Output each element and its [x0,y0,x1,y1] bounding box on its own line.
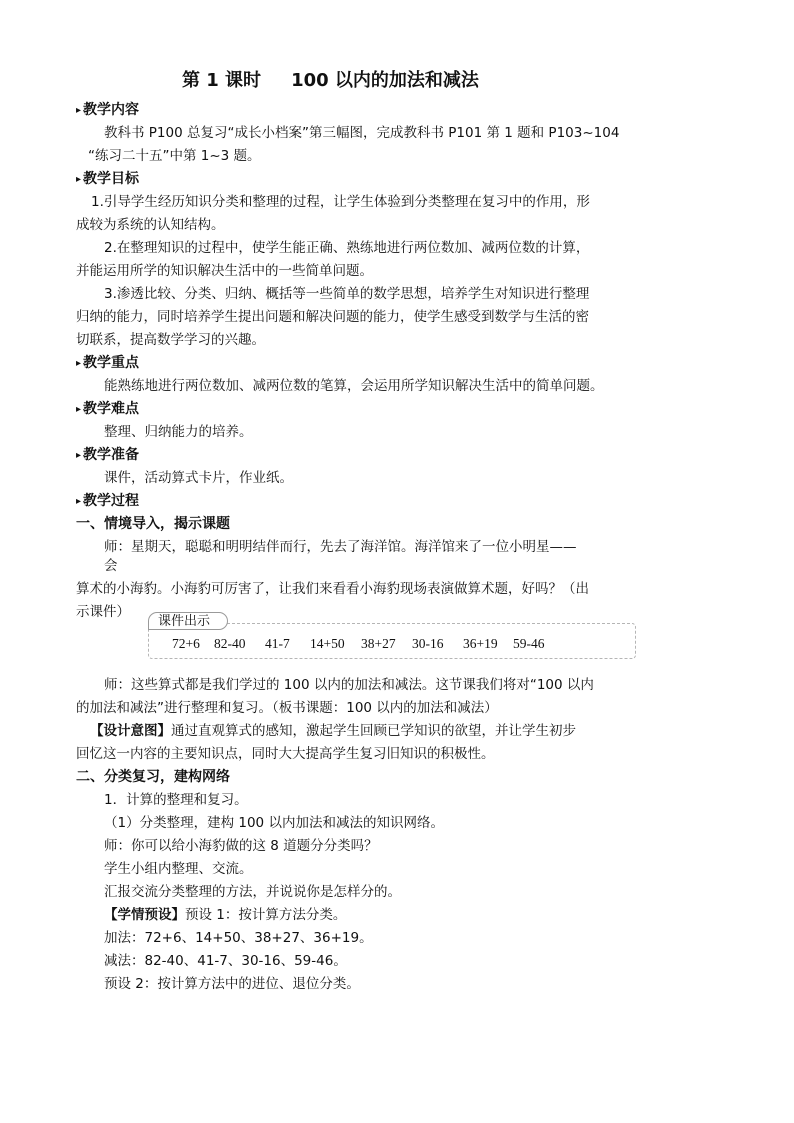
expression-card: 41-7 [265,636,290,651]
expression-card: 30-16 [412,636,444,651]
section-bullet-icon: ▸ [76,404,82,415]
section-bullet-icon: ▸ [76,450,82,461]
addition-group: 加法：72+6、14+50、38+27、36+19。 [104,930,373,946]
goal-line: 2.在整理知识的过程中，使学生能正确、熟练地进行两位数加、减两位数的计算， [104,240,590,256]
design-intent-line [90,722,576,740]
page-title [182,66,479,92]
goal-line: 3.渗透比较、分类、归纳、概括等一些简单的数学思想，培养学生对知识进行整理 [104,286,590,302]
section-label: 教学内容 [83,102,140,118]
goal-line: 切联系，提高数学学习的兴趣。 [76,332,265,348]
preset-label: 【学情预设】 [104,907,185,923]
design-intent-label: 【设计意图】 [90,723,171,739]
section-label: 教学难点 [83,401,140,417]
section-bullet-icon: ▸ [76,174,82,185]
section-heading-goals [76,170,139,189]
goal-line: 并能运用所学的知识解决生活中的一些简单问题。 [76,263,373,279]
lesson-topic: 100 以内的加法和减法 [291,70,479,91]
section-bullet-icon: ▸ [76,496,82,507]
part1-after-line: 师：这些算式都是我们学过的 100 以内的加法和减法。这节课我们将对“100 以内 [104,677,594,693]
section-heading-process [76,492,139,511]
goal-line: 1.引导学生经历知识分类和整理的过程，让学生体验到分类整理在复习中的作用，形 [91,194,590,210]
part1-intro-line: 算术的小海豹。小海豹可厉害了，让我们来看看小海豹现场表演做算术题，好吗？（出 [76,581,589,597]
expression-card: 59-46 [513,636,545,651]
expression-card: 14+50 [310,636,345,651]
section-bullet-icon: ▸ [76,105,82,116]
section-bullet-icon: ▸ [76,358,82,369]
section-label: 教学准备 [83,447,140,463]
section-heading-content [76,101,139,120]
difficulty-text: 整理、归纳能力的培养。 [104,424,253,440]
expression-card: 82-40 [214,636,246,651]
lesson-number: 第 1 课时 [182,70,262,91]
expression-card: 38+27 [361,636,396,651]
section-label: 教学过程 [83,493,140,509]
design-intent-line: 回忆这一内容的主要知识点，同时大大提高学生复习旧知识的积极性。 [76,746,495,762]
section-heading-prep [76,446,139,465]
content-line: 教科书 P100 总复习“成长小档案”第三幅图，完成教科书 P101 第 1 题和 P103~104 [104,125,620,141]
part2-line: 1．计算的整理和复习。 [104,792,248,808]
part1-intro-line: 会 [104,558,118,574]
section-heading-keypoint [76,354,139,373]
expression-card: 72+6 [172,636,200,651]
subtraction-group: 减法：82-40、41-7、30-16、59-46。 [104,953,347,969]
section-label: 教学重点 [83,355,140,371]
part2-line: 汇报交流分类整理的方法，并说说你是怎样分的。 [104,884,401,900]
part2-heading: 二、分类复习，建构网络 [76,769,230,785]
part1-intro-line: 师：星期天，聪聪和明明结伴而行，先去了海洋馆。海洋馆来了一位小明星—— [104,539,577,555]
preset-line [104,906,346,924]
goal-line: 归纳的能力，同时培养学生提出问题和解决问题的能力，使学生感受到数学与生活的密 [76,309,589,325]
part1-intro-line: 示课件） [76,604,130,620]
design-intent-text: 通过直观算式的感知，激起学生回顾已学知识的欲望，并让学生初步 [171,723,576,739]
expression-card: 36+19 [463,636,498,651]
keypoint-text: 能熟练地进行两位数加、减两位数的笔算，会运用所学知识解决生活中的简单问题。 [104,378,604,394]
preset-2-line: 预设 2：按计算方法中的进位、退位分类。 [104,976,360,992]
part1-heading: 一、情境导入，揭示课题 [76,516,230,532]
content-line: “练习二十五”中第 1~3 题。 [88,148,261,164]
part2-line: 师：你可以给小海豹做的这 8 道题分分类吗？ [104,838,378,854]
part2-line: 学生小组内整理、交流。 [104,861,253,877]
section-heading-difficulty [76,400,139,419]
part2-line: （1）分类整理，建构 100 以内加法和减法的知识网络。 [104,815,444,831]
preset-text: 预设 1：按计算方法分类。 [185,907,347,923]
part1-after-line: 的加法和减法”进行整理和复习。（板书课题：100 以内的加法和减法） [76,700,498,716]
goal-line: 成较为系统的认知结构。 [76,217,225,233]
courseware-callout-label: 课件出示 [148,612,228,630]
prep-text: 课件，活动算式卡片，作业纸。 [104,470,293,486]
section-label: 教学目标 [83,171,140,187]
